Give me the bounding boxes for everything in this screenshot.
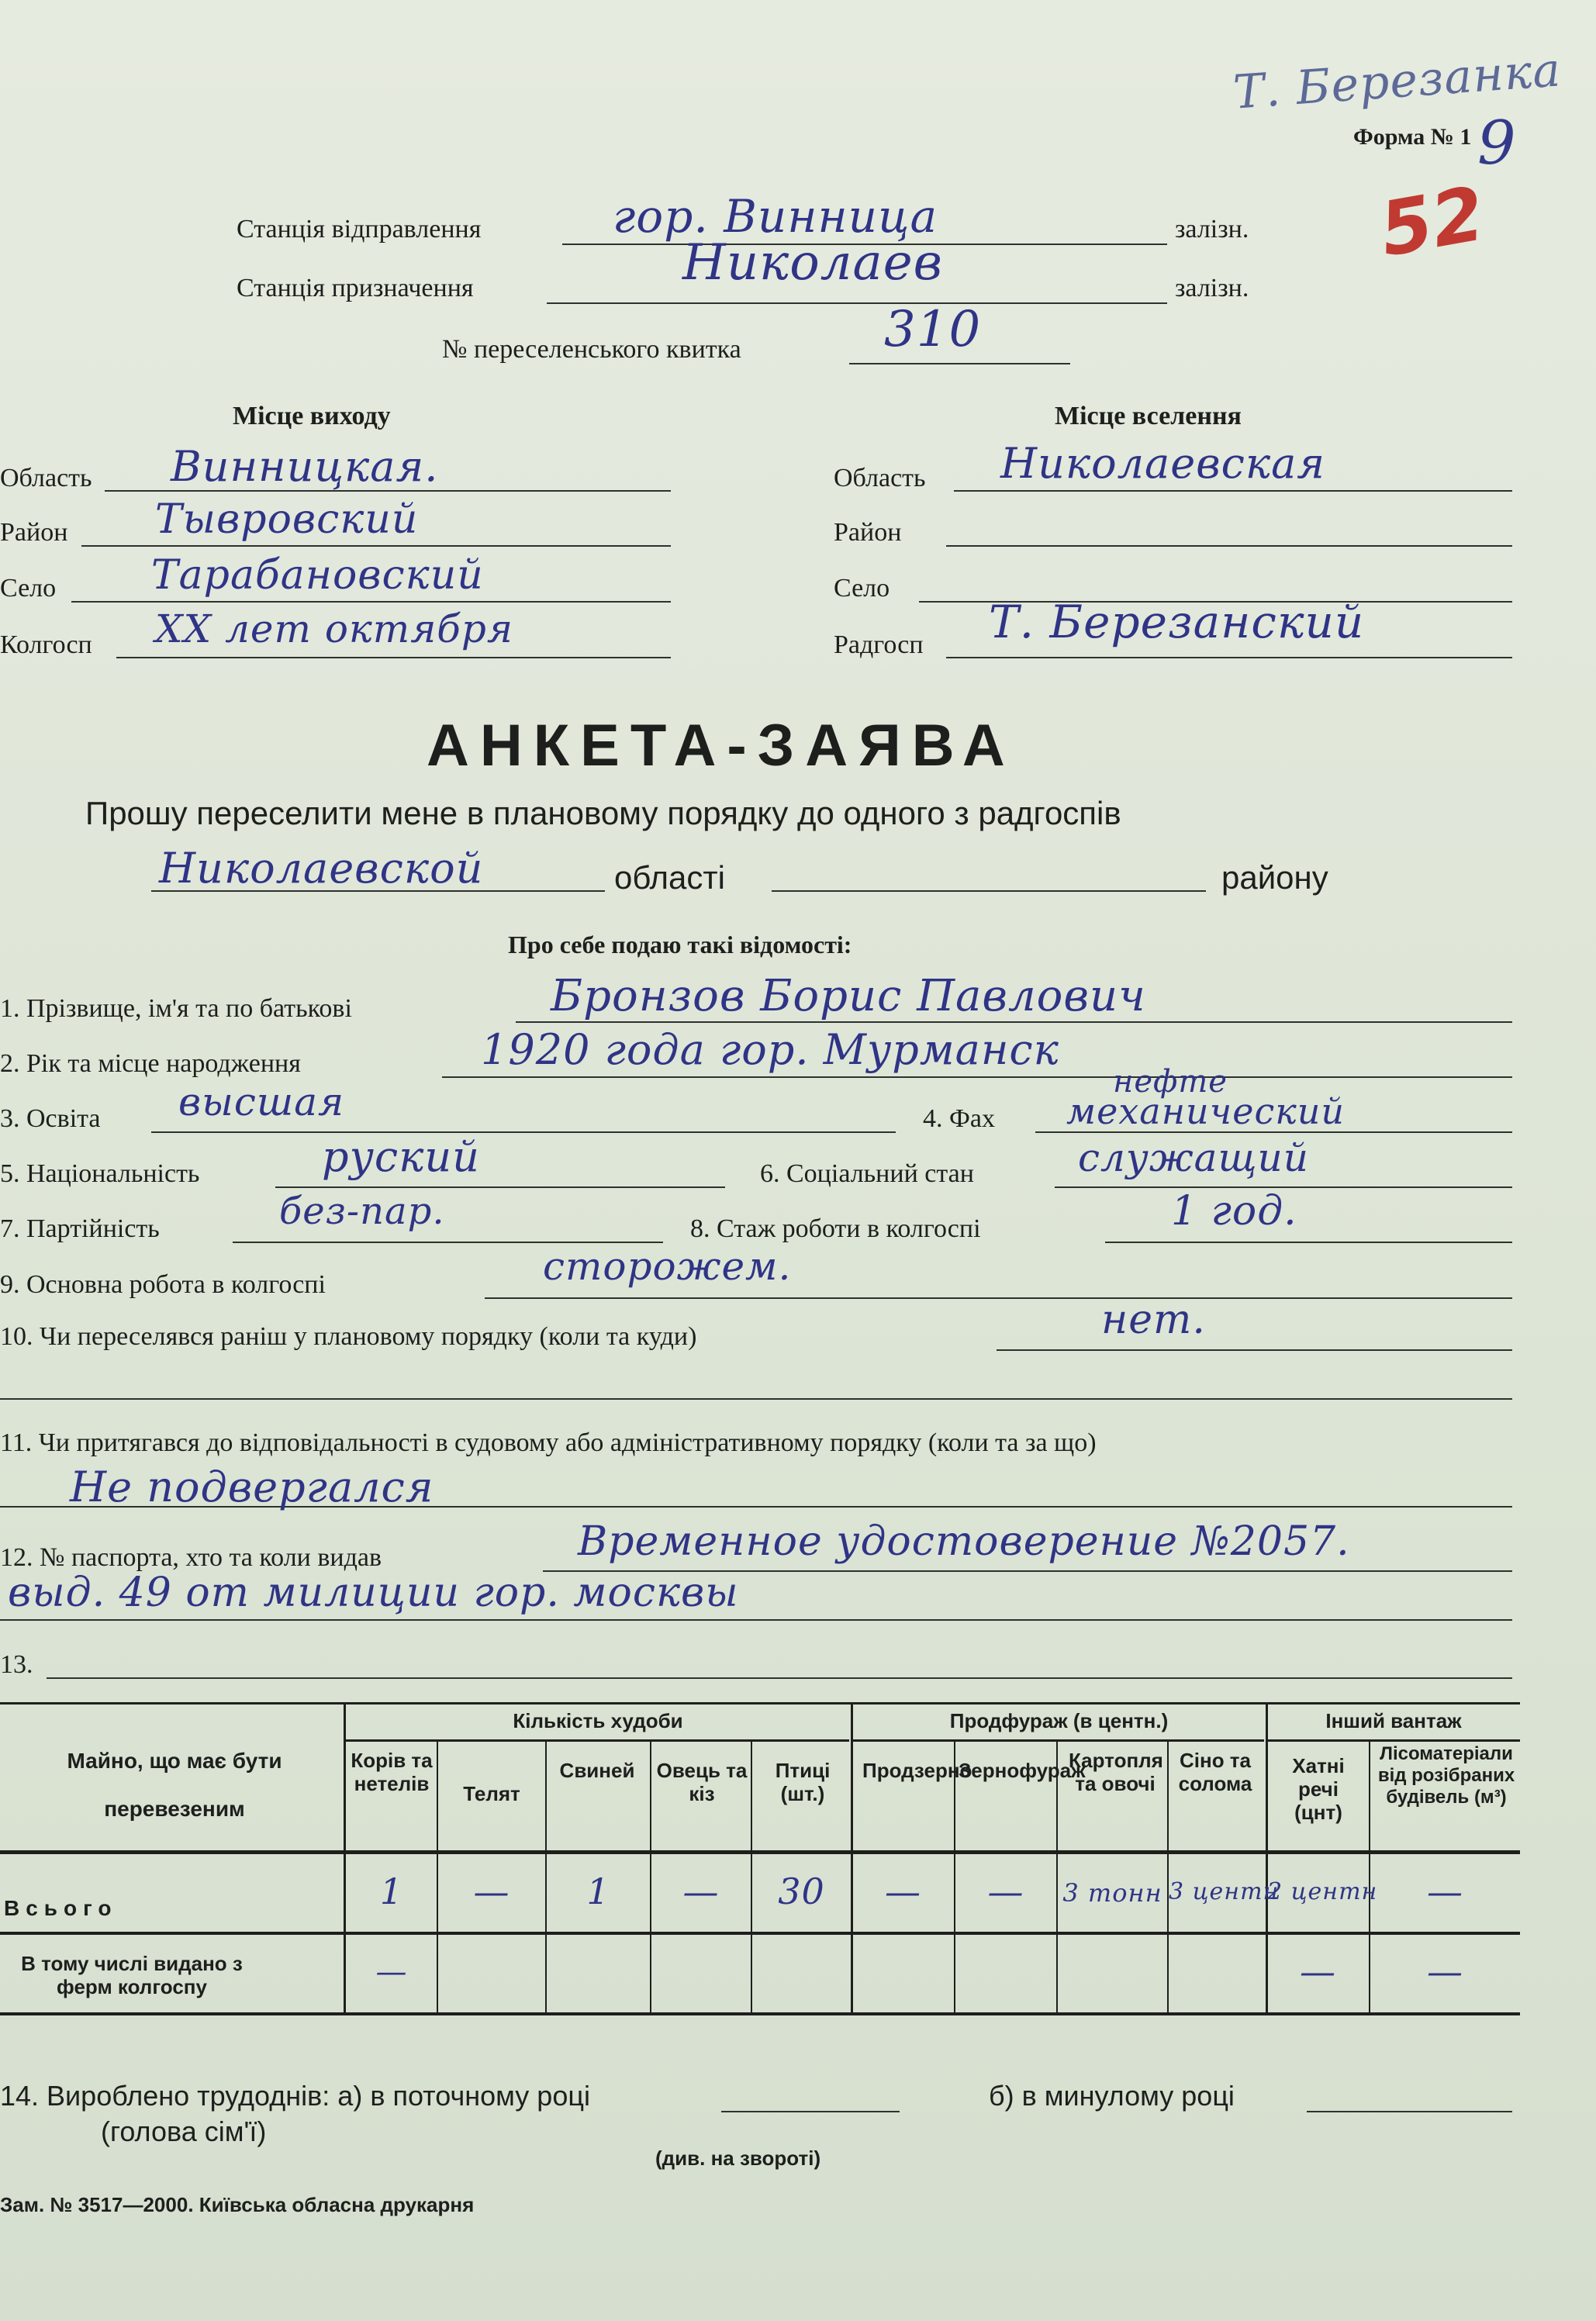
printer-note: Зам. № 3517—2000. Київська обласна друкарня (0, 2193, 475, 2216)
workdays-prev: б) в минулому році (989, 2080, 1235, 2112)
field-11-label: 11. Чи притягався до відповідальності в судовому або адміністративному порядку (коли та за що) (0, 1428, 1097, 1457)
destination-station-value: Николаев (682, 234, 943, 292)
field-12-value: Временное удостоверение №2057. (578, 1518, 1350, 1565)
dest-radhosp-value: Т. Березанский (989, 596, 1365, 648)
form-number-handwritten: 9 (1477, 109, 1517, 178)
total-feed-grain: — (987, 1870, 1024, 1912)
request-oblast-word: області (614, 859, 725, 896)
dest-raion-label: Район (834, 518, 902, 547)
field-5-value: руский (322, 1132, 480, 1181)
ticket-value: 310 (884, 301, 982, 358)
col-timber-header: Лісоматеріали від розібраних будівель (м³) (1377, 1743, 1515, 1808)
col-property-header: Майно, що має бути перевезеним (67, 1749, 282, 1821)
col-hay-header: Сіно та солома (1178, 1749, 1252, 1795)
form-number-label: Форма № 1 (1353, 124, 1472, 150)
total-hay: 3 центн (1169, 1878, 1280, 1905)
destination-rail-suffix: залізн. (1175, 274, 1249, 302)
field-6-value: служащий (1078, 1135, 1309, 1180)
farm-household: — (1300, 1950, 1336, 1992)
field-4-value-top: нефте (1113, 1064, 1228, 1100)
workdays-sub: (голова сім'ї) (101, 2115, 267, 2147)
dest-selo-label: Село (834, 574, 890, 603)
field-2-label: 2. Рік та місце народження (0, 1049, 301, 1078)
field-8-label: 8. Стаж роботи в колгоспі (690, 1214, 981, 1243)
origin-selo-value: Тарабановский (151, 552, 484, 599)
field-9-value: сторожем. (543, 1244, 792, 1289)
total-potatoes: 3 тонн (1062, 1878, 1162, 1908)
group-other-header: Інший вантаж (1325, 1709, 1462, 1732)
top-stamp: Т. Березанка (1232, 43, 1563, 120)
field-4-label: 4. Фах (923, 1104, 995, 1133)
request-raion-word: району (1221, 859, 1328, 896)
field-7-label: 7. Партійність (0, 1214, 160, 1243)
group-livestock-header: Кількість худоби (513, 1709, 683, 1732)
field-1-label: 1. Прізвище, ім'я та по батькові (0, 994, 352, 1023)
field-1-value: Бронзов Борис Павлович (551, 971, 1146, 1021)
field-7-value: без-пар. (279, 1190, 445, 1233)
col-potatoes-header: Картопля та овочі (1069, 1749, 1163, 1795)
origin-heading: Місце виходу (233, 402, 391, 430)
request-text: Прошу переселити мене в плановому порядку до одного з радгоспів (85, 795, 1121, 831)
dest-oblast-value: Николаевская (1000, 439, 1326, 488)
col-pigs-header: Свиней (559, 1759, 635, 1782)
origin-kolhosp-value: XX лет октября (155, 606, 513, 651)
field-10-label: 10. Чи переселявся раніш у плановому порядку (коли та куди) (0, 1322, 697, 1351)
col-cows-header: Корів та нетелів (351, 1749, 433, 1795)
origin-oblast-value: Винницкая. (171, 442, 439, 491)
red-mark: 52 (1373, 170, 1491, 274)
destination-station-label: Станція призначення (237, 274, 474, 302)
col-food-grain-header: Продзерно (862, 1759, 972, 1782)
farm-cows: — (375, 1954, 408, 1990)
see-reverse-note: (див. на звороті) (655, 2147, 821, 2170)
total-cows: 1 (379, 1870, 404, 1912)
ticket-label: № переселенського квитка (442, 335, 741, 364)
info-heading: Про себе подаю такі відомості: (508, 931, 852, 958)
destination-heading: Місце вселення (1055, 402, 1242, 430)
field-9-label: 9. Основна робота в колгоспі (0, 1270, 326, 1299)
field-4-value: механический (1066, 1090, 1345, 1132)
total-calves: — (473, 1870, 510, 1912)
col-calves-header: Телят (463, 1782, 520, 1805)
origin-oblast-label: Область (0, 464, 92, 492)
col-household-header: Хатні речі (цнт) (1292, 1754, 1345, 1824)
total-food-grain: — (885, 1870, 921, 1912)
col-poultry-header: Птиці (шт.) (775, 1759, 831, 1805)
field-12-value-line2: выд. 49 от милиции гор. москвы (8, 1570, 739, 1616)
departure-station-label: Станція відправлення (237, 215, 482, 243)
total-timber: — (1427, 1870, 1463, 1912)
departure-rail-suffix: залізн. (1175, 215, 1249, 243)
field-3-label: 3. Освіта (0, 1104, 101, 1133)
field-8-value: 1 год. (1171, 1188, 1297, 1235)
origin-kolhosp-label: Колгосп (0, 630, 92, 659)
field-13-label: 13. (0, 1650, 33, 1679)
total-poultry: 30 (778, 1870, 825, 1912)
request-oblast-value: Николаевской (159, 844, 484, 893)
field-2-value: 1920 года гор. Мурманск (481, 1025, 1059, 1074)
total-pigs: 1 (586, 1870, 610, 1912)
field-5-label: 5. Національність (0, 1159, 200, 1188)
field-12-label: 12. № паспорта, хто та коли видав (0, 1543, 382, 1572)
field-6-label: 6. Соціальний стан (760, 1159, 974, 1188)
group-fodder-header: Продфураж (в центн.) (949, 1709, 1169, 1732)
farm-timber: — (1427, 1950, 1463, 1992)
row-total-label: Всього (4, 1896, 118, 1920)
origin-raion-value: Тывровский (155, 496, 419, 543)
document-title: АНКЕТА-ЗАЯВА (427, 713, 1016, 779)
col-feed-grain-header: Зернофураж (959, 1759, 1086, 1782)
origin-selo-label: Село (0, 574, 57, 603)
field-11-value: Не подвергался (70, 1463, 434, 1511)
workdays-label: 14. Вироблено трудоднів: а) в поточному році (0, 2080, 590, 2112)
departure-station-value: гор. Винница (613, 190, 938, 243)
col-sheep-header: Овець та кіз (656, 1759, 748, 1805)
total-household: 2 центн (1267, 1878, 1378, 1905)
field-10-value: нет. (1101, 1297, 1206, 1343)
origin-raion-label: Район (0, 518, 68, 547)
row-farm-label: В тому числі видано з ферм колгоспу (21, 1952, 243, 1998)
field-3-value: высшая (178, 1079, 345, 1124)
total-sheep: — (682, 1870, 720, 1912)
dest-oblast-label: Область (834, 464, 926, 492)
dest-radhosp-label: Радгосп (834, 630, 924, 659)
